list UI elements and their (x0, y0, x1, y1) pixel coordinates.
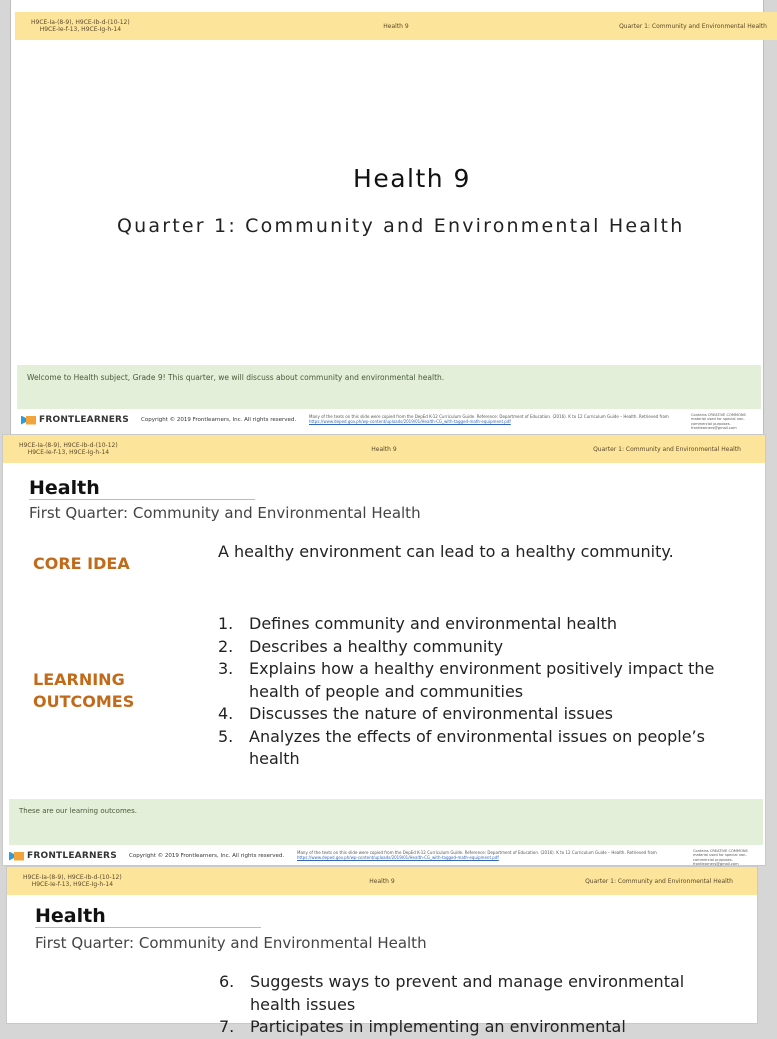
codes-line-1: H9CE-Ia-(8-9), H9CE-Ib-d-(10-12) (19, 442, 118, 449)
slide-title: Health (35, 905, 106, 927)
item-text: Describes a healthy community (249, 636, 504, 656)
contact-info: Contains CREATIVE COMMONS material used for special non-commercial purposes. frontlearners@gmail.com (693, 849, 748, 867)
speaker-notes: These are our learning outcomes. (9, 799, 763, 845)
copyright: Copyright © 2019 Frontlearners, Inc. All rights reserved. (141, 417, 297, 423)
learning-outcomes-list (218, 613, 738, 771)
item-number: 1. (218, 614, 234, 633)
item-text: Discusses the nature of environmental issues (249, 704, 614, 723)
item-text: Suggests ways to prevent and manage environmental health issues (250, 972, 685, 1014)
frontlearners-logo (9, 851, 117, 861)
frontlearners-logo (21, 415, 129, 425)
core-idea-label: CORE IDEA (33, 554, 130, 573)
slide-header (7, 867, 757, 895)
slide-3[interactable] (6, 866, 758, 1036)
logo-text: FRONTLEARNERS (27, 851, 117, 861)
core-idea-text: A healthy environment can lead to a healthy community. (218, 542, 674, 561)
lo-label-line-2: OUTCOMES (33, 692, 135, 711)
header-subject: Health 9 (371, 446, 397, 453)
list-item (218, 658, 738, 703)
speaker-notes: Welcome to Health subject, Grade 9! This quarter, we will discuss about community and environmental health. (17, 365, 761, 409)
citation (297, 850, 657, 860)
header-quarter: Quarter 1: Community and Environmental Health (619, 23, 767, 30)
header-quarter: Quarter 1: Community and Environmental Health (593, 446, 741, 453)
header-quarter: Quarter 1: Community and Environmental Health (585, 878, 733, 885)
item-text: Analyzes the effects of environmental issues on people’s health (249, 726, 705, 768)
slide-subtitle: First Quarter: Community and Environmental Health (35, 934, 427, 952)
title-divider (29, 499, 255, 500)
list-item (218, 636, 738, 659)
list-item (219, 971, 739, 1016)
learning-outcomes-label (33, 669, 134, 713)
slide-header (3, 435, 765, 463)
item-text: Participates in implementing an environmental (250, 1017, 626, 1036)
copyright: Copyright © 2019 Frontlearners, Inc. All rights reserved. (129, 853, 285, 859)
slide-subtitle: Quarter 1: Community and Environmental Health (117, 215, 685, 237)
codes-line-1: H9CE-Ia-(8-9), H9CE-Ib-d-(10-12) (31, 19, 130, 26)
slide-subtitle: First Quarter: Community and Environmental Health (29, 504, 421, 522)
list-item (218, 703, 738, 726)
item-number: 2. (218, 636, 234, 656)
citation-link[interactable]: https://www.deped.gov.ph/wp-content/uploads/2019/01/Health-CG_with-tagged-math-equipment.pdf (297, 855, 499, 860)
logo-text: FRONTLEARNERS (39, 415, 129, 425)
codes-line-2: H9CE-Ie-f-13, H9CE-Ig-h-14 (31, 880, 114, 888)
citation (309, 414, 669, 424)
contact-info: Contains CREATIVE COMMONS material used for special non-commercial purposes. frontlearners@gmail.com (691, 413, 746, 431)
codes-line-2: H9CE-Ie-f-13, H9CE-Ig-h-14 (27, 448, 110, 456)
slide-title: Health (29, 477, 100, 499)
title-divider (35, 927, 261, 928)
codes-line-2: H9CE-Ie-f-13, H9CE-Ig-h-14 (39, 25, 122, 33)
slide-2[interactable] (2, 434, 766, 866)
lo-label-line-1: LEARNING (33, 670, 125, 689)
citation-link[interactable]: https://www.deped.gov.ph/wp-content/uploads/2019/01/Health-CG_with-tagged-math-equipment.pdf (309, 419, 511, 424)
citation-text: Many of the texts on this slide were copied from the DepEd K-12 Curriculum Guide. Reference: Department of Education. (2016). K to 12 Curriculum Guide – Health. Retrieved from (309, 414, 669, 419)
item-text: Explains how a healthy environment positively impact the health of people and communities (249, 659, 715, 701)
logo-mark-icon (9, 852, 25, 861)
item-text: Defines community and environmental health (249, 614, 618, 633)
list-item (218, 726, 738, 771)
logo-mark-icon (21, 416, 37, 425)
slide-title: Health 9 (353, 164, 471, 193)
slide-footer (15, 411, 763, 431)
header-subject: Health 9 (369, 878, 395, 885)
learning-outcomes-list (219, 971, 739, 1039)
codes-line-1: H9CE-Ia-(8-9), H9CE-Ib-d-(10-12) (23, 874, 122, 881)
item-number: 3. (218, 659, 234, 678)
slide-1[interactable] (10, 0, 767, 434)
citation-text: Many of the texts on this slide were copied from the DepEd K-12 Curriculum Guide. Reference: Department of Education. (2016). K to 12 Curriculum Guide – Health. Retrieved from (297, 850, 657, 855)
slide-footer (3, 847, 765, 867)
item-number: 6. (219, 972, 235, 991)
list-item (219, 1016, 739, 1039)
header-subject: Health 9 (383, 23, 409, 30)
item-number: 7. (219, 1017, 235, 1036)
slide-header (15, 12, 777, 40)
list-item (218, 613, 738, 636)
item-number: 5. (218, 726, 234, 746)
item-number: 4. (218, 704, 234, 723)
